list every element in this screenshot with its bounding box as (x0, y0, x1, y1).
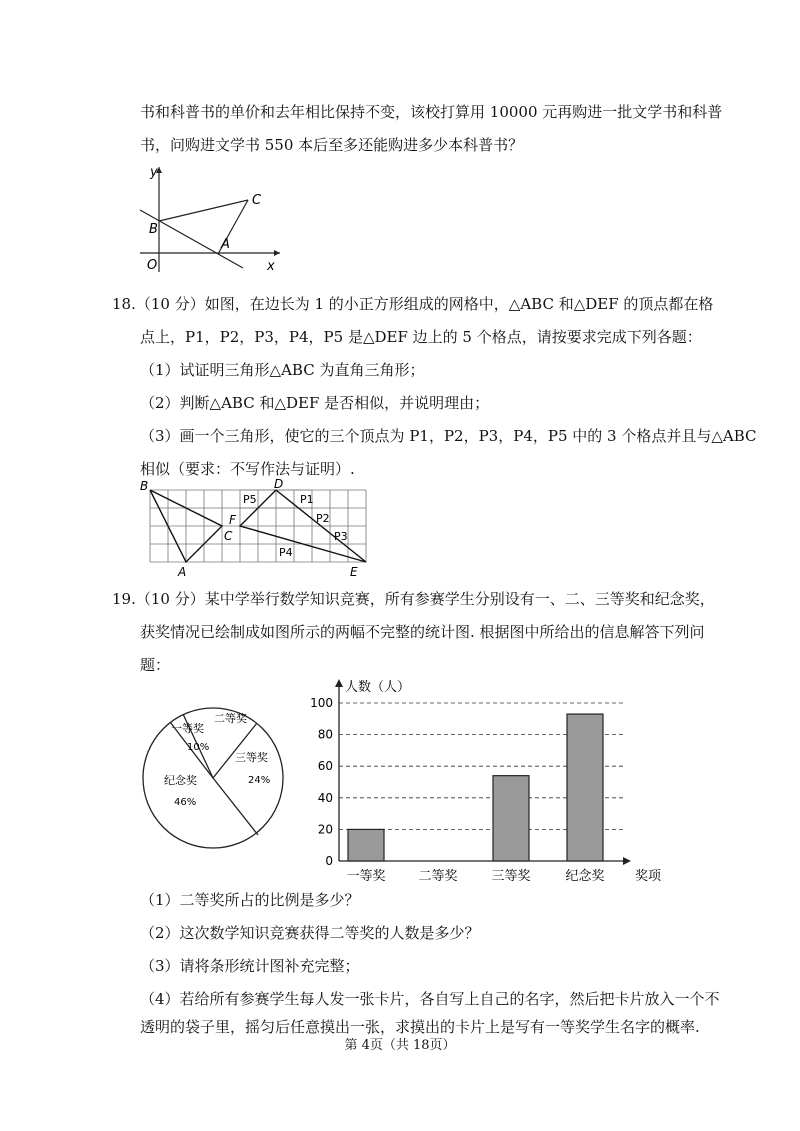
q17-text-line2: 书，问购进文学书 550 本后至多还能购进多少本科普书？ (140, 136, 524, 154)
q18-point-d-label: D (274, 477, 284, 491)
y-tick-label: 100 (310, 696, 333, 710)
q18-text-line2: 点上，P1，P2，P3，P4，P5 是△DEF 边上的 5 个格点，请按要求完成下列各题： (140, 328, 702, 346)
q18-grid-figure (138, 478, 378, 578)
q18-point-c-label: C (224, 529, 233, 543)
q17-y-label: y (150, 165, 158, 180)
pie-label-first: 一等奖 (171, 722, 204, 735)
x-tick-label: 纪念奖 (565, 869, 605, 884)
y-tick-label: 40 (317, 790, 333, 805)
y-tick-label: 0 (325, 854, 333, 868)
q17-x-label: x (267, 259, 275, 274)
pie-value-fourth: 46% (174, 797, 197, 808)
q18-point-p1-label: P1 (300, 493, 314, 506)
q17-point-b-label: B (149, 222, 158, 237)
q19-sub2: （2）这次数学知识竞赛获得二等奖的人数是多少？ (140, 924, 480, 942)
x-axis-arrow (623, 857, 631, 865)
q17-origin-label: O (147, 258, 158, 273)
q18-point-p5-label: P5 (243, 493, 257, 506)
q18-point-p4-label: P4 (279, 546, 293, 559)
pie-label-third: 三等奖 (235, 751, 268, 764)
bar-chart (305, 673, 662, 884)
y-tick-label: 20 (317, 822, 333, 837)
y-tick-label: 60 (317, 759, 333, 774)
q19-text-line1: 19.（10 分）某中学举行数学知识竞赛，所有参赛学生分别设有一、二、三等奖和纪念奖， (112, 590, 715, 608)
y-axis-arrow (335, 679, 343, 687)
q19-text-line3: 题： (140, 656, 171, 674)
x-tick-label: 一等奖 (346, 869, 386, 884)
q18-sub1: （1）试证明三角形△ABC 为直角三角形； (140, 361, 425, 379)
q18-sub3-line2: 相似（要求：不写作法与证明）. (140, 460, 355, 478)
q18-point-a-label: A (178, 565, 187, 579)
y-tick-label: 80 (317, 727, 333, 742)
x-tick-label: 二等奖 (418, 869, 458, 884)
bar (493, 776, 529, 861)
x-tick-label: 三等奖 (491, 869, 531, 884)
bar (567, 714, 603, 861)
y-axis-title: 人数（人） (345, 680, 411, 695)
q18-point-p2-label: P2 (316, 512, 330, 525)
pie-label-fourth: 纪念奖 (164, 774, 197, 787)
q19-sub4-line2: 透明的袋子里，摇匀后任意摸出一张，求摸出的卡片上是写有一等奖学生名字的概率. (140, 1018, 700, 1036)
q17-coordinate-figure (135, 162, 285, 277)
q18-point-b-label: B (140, 479, 149, 493)
q17-point-a-label: A (221, 237, 230, 252)
q18-point-p3-label: P3 (334, 530, 348, 543)
q17-point-c-label: C (252, 193, 262, 208)
pie-value-first: 10% (187, 742, 210, 753)
q19-sub3: （3）请将条形统计图补充完整； (140, 957, 360, 975)
q18-point-f-label: F (229, 513, 236, 527)
q18-point-e-label: E (350, 565, 358, 579)
q19-sub1: （1）二等奖所占的比例是多少？ (140, 891, 360, 909)
q18-sub3: （3）画一个三角形，使它的三个顶点为 P1，P2，P3，P4，P5 中的 3 个格点并且与△ABC (140, 427, 757, 445)
q19-text-line2: 获奖情况已绘制成如图所示的两幅不完整的统计图. 根据图中所给出的信息解答下列问 (140, 623, 705, 641)
q18-sub2: （2）判断△ABC 和△DEF 是否相似，并说明理由； (140, 394, 490, 412)
bar (348, 829, 384, 861)
pie-chart (140, 705, 290, 855)
q17-text-line1: 书和科普书的单价和去年相比保持不变，该校打算用 10000 元再购进一批文学书和科普 (140, 103, 723, 121)
pie-label-second: 二等奖 (214, 712, 247, 725)
pie-value-third: 24% (248, 775, 271, 786)
q18-text-line1: 18.（10 分）如图，在边长为 1 的小正方形组成的网格中，△ABC 和△DEF 的顶点都在格 (112, 295, 714, 313)
x-axis-title: 奖项 (635, 869, 662, 884)
q19-sub4: （4）若给所有参赛学生每人发一张卡片，各自写上自己的名字，然后把卡片放入一个不 (140, 990, 720, 1008)
page-footer: 第 4页（共 18页） (344, 1038, 456, 1053)
